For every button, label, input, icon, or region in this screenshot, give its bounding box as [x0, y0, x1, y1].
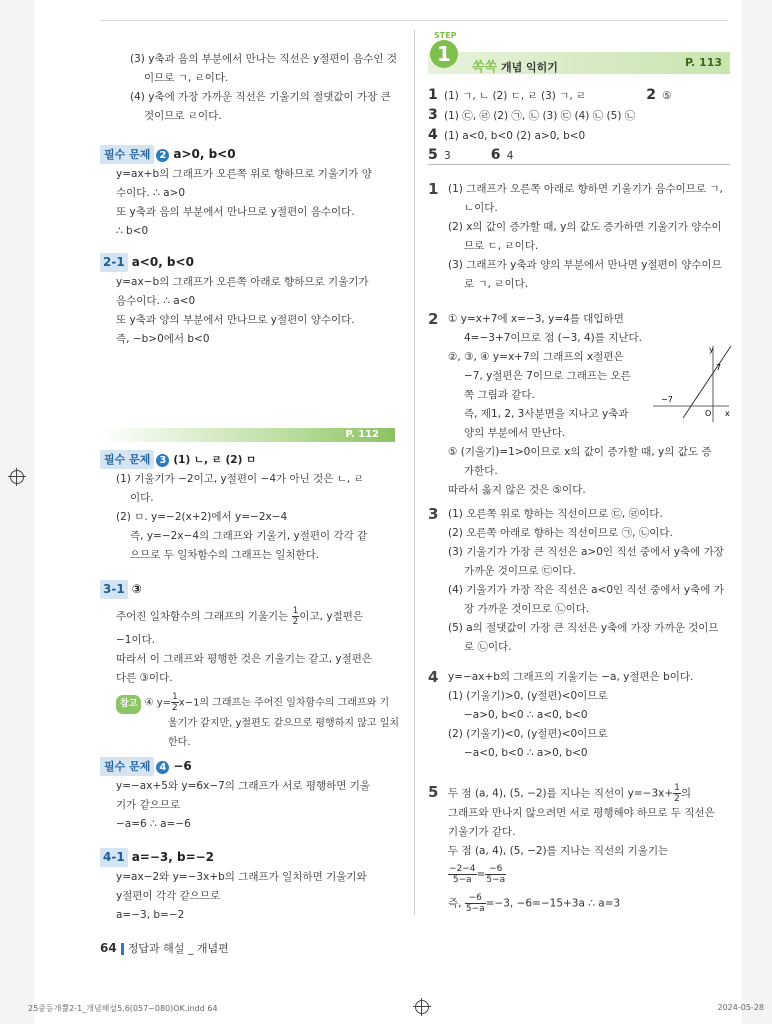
text-line: y절편이 각각 같으므로: [116, 890, 221, 902]
problem-2: [100, 145, 372, 241]
step-title: 쏙쏙 개념 익히기: [472, 60, 558, 75]
question-number: 2: [428, 310, 439, 328]
top-rule: [100, 20, 728, 21]
print-slug-file: 25중등개뿔2-1_개념해설5,6(057~080)OK.indd 64: [28, 1004, 218, 1013]
graph-line: [683, 346, 731, 418]
fraction: $\frac{1}{2}$: [292, 606, 299, 627]
text-line: 4=−3+7이므로 점 (−3, 4)를 지난다.: [464, 332, 642, 344]
text-line: −a>0, b<0 ∴ a<0, b<0: [464, 709, 588, 721]
text-line: ① y=x+7에 x=−3, y=4를 대입하면: [448, 313, 624, 325]
page-footer: [100, 940, 229, 956]
problem-number: 4: [156, 761, 169, 774]
question-number: 3: [428, 505, 439, 523]
problem-3-1: 3-1 ③ 주어진 일차함수의 그래프의 기울기는 $\frac{1}{2}$ 이고, y절편은 −1이다. 따라서 이 그래프와 평행한 것은 기울기는 같고, y절편은 다른 ③이다. 참고 ④ y= $\frac{1}{2}$ x−1의 그래프는 주어진 일차함수의 그래프와 기 울기가 같지만, y절편도 같으므로 평행하지 않고 일치 한다.: [100, 580, 399, 752]
text-line: y=ax−b의 그래프가 오른쪽 아래로 향하므로 기울기가: [116, 276, 369, 288]
text-line: y=ax+b의 그래프가 오른쪽 위로 향하므로 기울기가 양: [116, 168, 372, 180]
top-continuation: [100, 50, 397, 126]
text-line: 또 y축과 음의 부분에서 만나므로 y절편이 음수이다.: [116, 206, 355, 218]
page-ref: P. 112: [345, 429, 379, 440]
text-line: ⑤ (기울기)=1>0이므로 x의 값이 증가할 때, y의 값도 증: [448, 446, 712, 458]
text-line: 또 y축과 양의 부분에서 만나므로 y절편이 양수이다.: [116, 314, 355, 326]
text-line: (1) 그래프가 오른쪽 아래로 향하면 기울기가 음수이므로 ㄱ,: [448, 183, 723, 195]
text-line: 므로 ㄷ, ㄹ이다.: [464, 240, 539, 252]
text-line: 즉, y=−2x−4의 그래프와 기울기, y절편이 각각 같: [130, 530, 368, 542]
text-line: −7, y절편은 7이므로 그래프는 오른: [464, 370, 631, 382]
problem-number: 2: [156, 149, 169, 162]
required-badge: 필수 문제: [100, 450, 154, 469]
step-number: 1: [430, 40, 458, 68]
x-intercept-label: −7: [661, 395, 673, 404]
text-line: 그래프와 만나지 않으려면 서로 평행해야 하므로 두 직선은: [448, 807, 715, 819]
text-line: 것이므로 ㄹ이다.: [144, 110, 222, 122]
text-line: (4) 기울기가 가장 작은 직선은 a<0인 직선 중에서 y축에 가: [448, 584, 724, 596]
note-badge: 참고: [116, 695, 141, 714]
required-badge: 필수 문제: [100, 757, 154, 776]
text-line: 양의 부분에서 만난다.: [464, 427, 566, 439]
text-line: (5) a의 절댓값이 가장 큰 직선은 y축에 가장 가까운 것이므: [448, 622, 719, 634]
answer: (1) ㄴ, ㄹ (2) ㅁ: [173, 454, 257, 466]
problem-4-1: [100, 848, 367, 925]
fraction: $\frac{1}{2}$: [172, 692, 178, 713]
footer-title: 정답과 해설 _ 개념편: [127, 942, 229, 955]
registration-mark-icon: [415, 1000, 429, 1014]
y-label: y: [709, 345, 714, 354]
question-number: 1: [428, 180, 439, 198]
page-ref: P. 113: [684, 56, 722, 69]
answer: a<0, b<0: [131, 255, 194, 269]
text-line: y=−ax+b의 그래프의 기울기는 −a, y절편은 b이다.: [448, 671, 694, 683]
fraction: $\frac{-2-4}{5-a}$: [449, 864, 476, 885]
step-label: STEP: [434, 31, 457, 40]
text-line: 장 가까운 것이므로 ㉡이다.: [464, 603, 590, 615]
text-line: 따라서 이 그래프와 평행한 것은 기울기는 같고, y절편은: [116, 653, 373, 665]
required-badge: 필수 문제: [100, 145, 154, 164]
text-line: 다른 ③이다.: [116, 672, 173, 684]
text-line: −a=6 ∴ a=−6: [116, 818, 191, 830]
text-line: 가한다.: [464, 465, 498, 477]
text-line: 즉, 제1, 2, 3사분면을 지나고 y축과: [464, 408, 629, 420]
text-line: y=−ax+5와 y=6x−7의 그래프가 서로 평행하면 기울: [116, 780, 371, 792]
sub-badge: 3-1: [100, 580, 128, 599]
page-number: 64: [100, 941, 117, 955]
y-intercept-label: 7: [716, 363, 722, 372]
answer: ③: [131, 582, 142, 596]
text-line: 따라서 옳지 않은 것은 ⑤이다.: [448, 484, 586, 496]
text-line: (2) ㅁ. y=−2(x+2)에서 y=−2x−4: [116, 511, 288, 523]
sub-badge: 4-1: [100, 848, 128, 867]
line-graph: [653, 344, 733, 424]
text-line: (3) y축과 음의 부분에서 만나는 직선은 y절편이 음수인 것: [130, 53, 398, 65]
text-line: (1) 기울기가 −2이고, y절편이 −4가 아닌 것은 ㄴ, ㄹ: [116, 473, 364, 485]
fraction: $\frac{-6}{5-a}$: [465, 893, 485, 914]
page-bar: [100, 428, 395, 442]
text-line: 기가 같으므로: [116, 799, 181, 811]
text-line: (2) 오른쪽 아래로 향하는 직선이므로 ㉠, ㉡이다.: [448, 527, 673, 539]
fraction: $\frac{-6}{5-a}$: [486, 864, 506, 885]
text-line: a=−3, b=−2: [116, 909, 185, 921]
question-number: 5: [428, 783, 439, 801]
text-line: 음수이다. ∴ a<0: [116, 295, 196, 307]
text-line: 으므로 두 일차함수의 그래프는 일치한다.: [130, 549, 320, 561]
text-line: (3) 그래프가 y축과 양의 부분에서 만나면 y절편이 양수이므: [448, 259, 722, 271]
origin-label: O: [705, 409, 712, 418]
text-line: 이다.: [130, 492, 154, 504]
text-line: 즉, −b>0에서 b<0: [116, 333, 210, 345]
text-line: (4) y축에 가장 가까운 직선은 기울기의 절댓값이 가장 큰: [130, 91, 391, 103]
problem-4: [100, 757, 370, 834]
text-line: 수이다. ∴ a>0: [116, 187, 186, 199]
text-line: y=ax−2와 y=−3x+b의 그래프가 일치하면 기울기와: [116, 871, 367, 883]
column-divider: [414, 30, 415, 915]
text-line: 이고, y절편은: [299, 610, 363, 623]
text-line: 로 ㄱ, ㄹ이다.: [464, 278, 529, 290]
text-line: 이므로 ㄱ, ㄹ이다.: [144, 72, 229, 84]
text-line: −1이다.: [116, 634, 156, 646]
text-line: 기울기가 같다.: [448, 826, 516, 838]
answer: a=−3, b=−2: [131, 850, 215, 864]
answer: −6: [173, 759, 192, 773]
text-line: 두 점 (a, 4), (5, −2)를 지나는 직선의 기울기는: [448, 845, 669, 857]
registration-mark-icon: [10, 470, 24, 484]
answer: a>0, b<0: [173, 147, 236, 161]
text-line: (3) 기울기가 가장 큰 직선은 a>0인 직선 중에서 y축에 가장: [448, 546, 724, 558]
text-line: −a<0, b<0 ∴ a>0, b<0: [464, 747, 588, 759]
print-slug-date: 2024-05-28: [717, 1003, 764, 1012]
text-line: ㄴ이다.: [464, 202, 498, 214]
note-line: 한다.: [168, 736, 191, 748]
text-line: 주어진 일차함수의 그래프의 기울기는: [116, 610, 289, 623]
text-line: 로 ㉡이다.: [464, 641, 512, 653]
problem-3: [100, 450, 367, 565]
problem-2-1: [100, 253, 369, 349]
sub-badge: 2-1: [100, 253, 128, 272]
text-line: 가까운 것이므로 ㉢이다.: [464, 565, 576, 577]
answer-summary: 1 (1) ㄱ, ㄴ (2) ㄷ, ㄹ (3) ㄱ, ㄹ 2 ⑤ 3 (1) ㉢, ㉣ (2) ㉠, ㉡ (3) ㉢ (4) ㉡ (5) ㉡ 4 (1) a<0, b<0 (2) a>0, b<0 5 3 6 4: [428, 86, 730, 165]
x-label: x: [725, 409, 730, 418]
text-line: (2) x의 값이 증가할 때, y의 값도 증가하면 기울기가 양수이: [448, 221, 722, 233]
text-line: (1) (기울기)>0, (y절편)<0이므로: [448, 690, 608, 702]
right-margin: [742, 0, 772, 1024]
text-line: ∴ b<0: [116, 225, 149, 237]
text-line: ②, ③, ④ y=x+7의 그래프의 x절편은: [448, 351, 624, 363]
left-margin: [0, 0, 34, 1024]
note-line: 울기가 같지만, y절편도 같으므로 평행하지 않고 일치: [168, 717, 400, 729]
text-line: (2) (기울기)<0, (y절편)<0이므로: [448, 728, 608, 740]
text-line: (1) 오른쪽 위로 향하는 직선이므로 ㉢, ㉣이다.: [448, 508, 663, 520]
question-number: 4: [428, 668, 439, 686]
text-line: 쪽 그림과 같다.: [464, 389, 535, 401]
problem-number: 3: [156, 454, 169, 467]
